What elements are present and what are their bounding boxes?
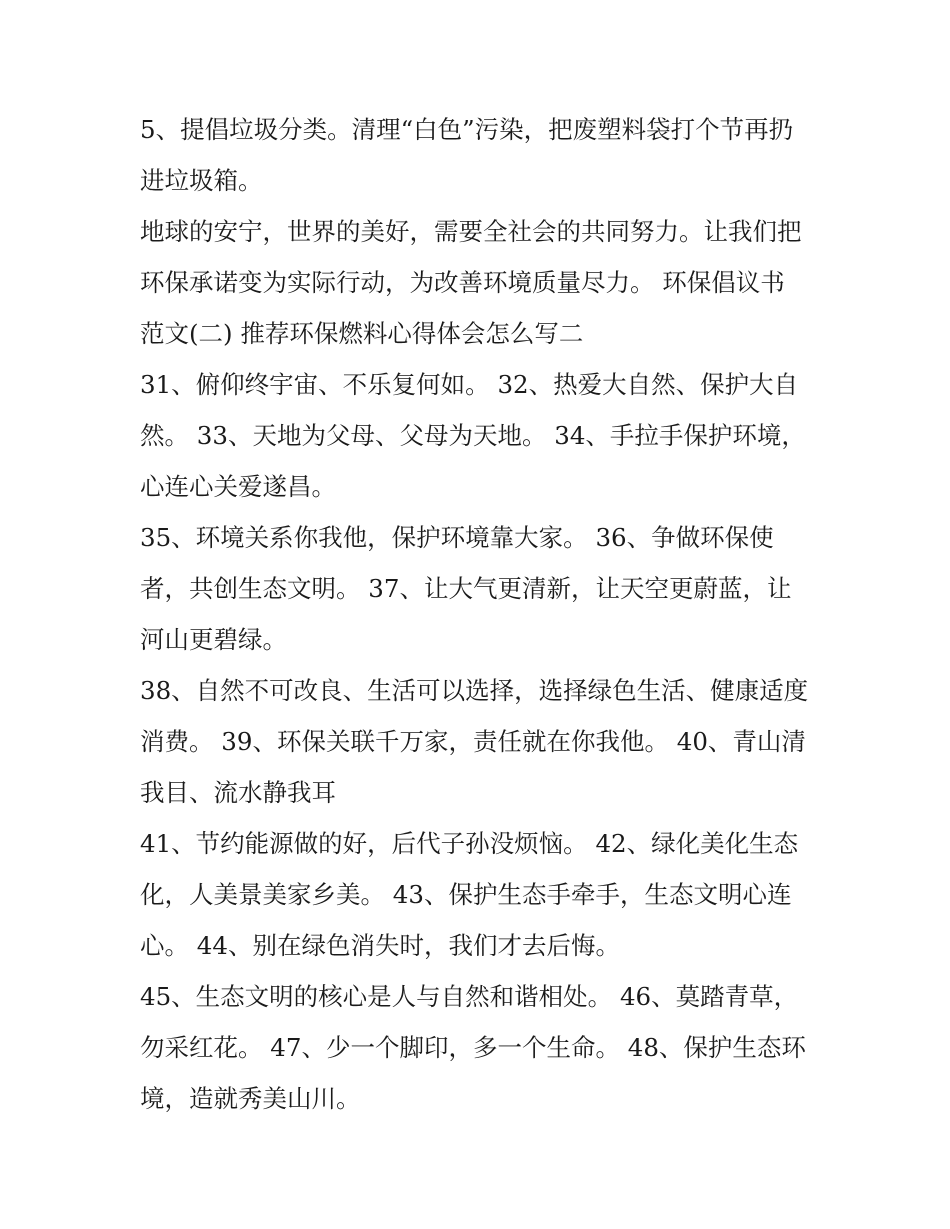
text-line: 41、节约能源做的好，后代子孙没烦恼。 42、绿化美化生态 — [140, 829, 799, 858]
text-line: 进垃圾箱。 — [140, 166, 263, 195]
text-line: 心连心关爱遂昌。 — [140, 472, 336, 501]
text-line: 环保承诺变为实际行动，为改善环境质量尽力。 环保倡议书 — [140, 268, 785, 297]
text-line: 心。 44、别在绿色消失时，我们才去后悔。 — [140, 931, 620, 960]
text-line: 者，共创生态文明。 37、让大气更清新，让天空更蔚蓝，让 — [140, 574, 792, 603]
text-line: 河山更碧绿。 — [140, 625, 287, 654]
document-body — [140, 104, 830, 1124]
text-line: 45、生态文明的核心是人与自然和谐相处。 46、莫踏青草， — [140, 982, 799, 1011]
text-line: 化，人美景美家乡美。 43、保护生态手牵手，生态文明心连 — [140, 880, 792, 909]
text-line: 范文(二) 推荐环保燃料心得体会怎么写二 — [140, 319, 584, 348]
text-line: 我目、流水静我耳 — [140, 778, 336, 807]
text-line: 消费。 39、环保关联千万家，责任就在你我他。 40、青山清 — [140, 727, 806, 756]
text-line: 5、提倡垃圾分类。清理“白色”污染，把废塑料袋打个节再扔 — [140, 115, 794, 144]
text-line: 地球的安宁，世界的美好，需要全社会的共同努力。让我们把 — [140, 217, 802, 246]
text-line: 然。 33、天地为父母、父母为天地。 34、手拉手保护环境， — [140, 421, 806, 450]
text-line: 35、环境关系你我他，保护环境靠大家。 36、争做环保使 — [140, 523, 774, 552]
text-line: 勿采红花。 47、少一个脚印，多一个生命。 48、保护生态环 — [140, 1033, 806, 1062]
text-line: 境，造就秀美山川。 — [140, 1084, 361, 1113]
text-line: 31、俯仰终宇宙、不乐复何如。 32、热爱大自然、保护大自 — [140, 370, 799, 399]
text-line: 38、自然不可改良、生活可以选择，选择绿色生活、健康适度 — [140, 676, 809, 705]
